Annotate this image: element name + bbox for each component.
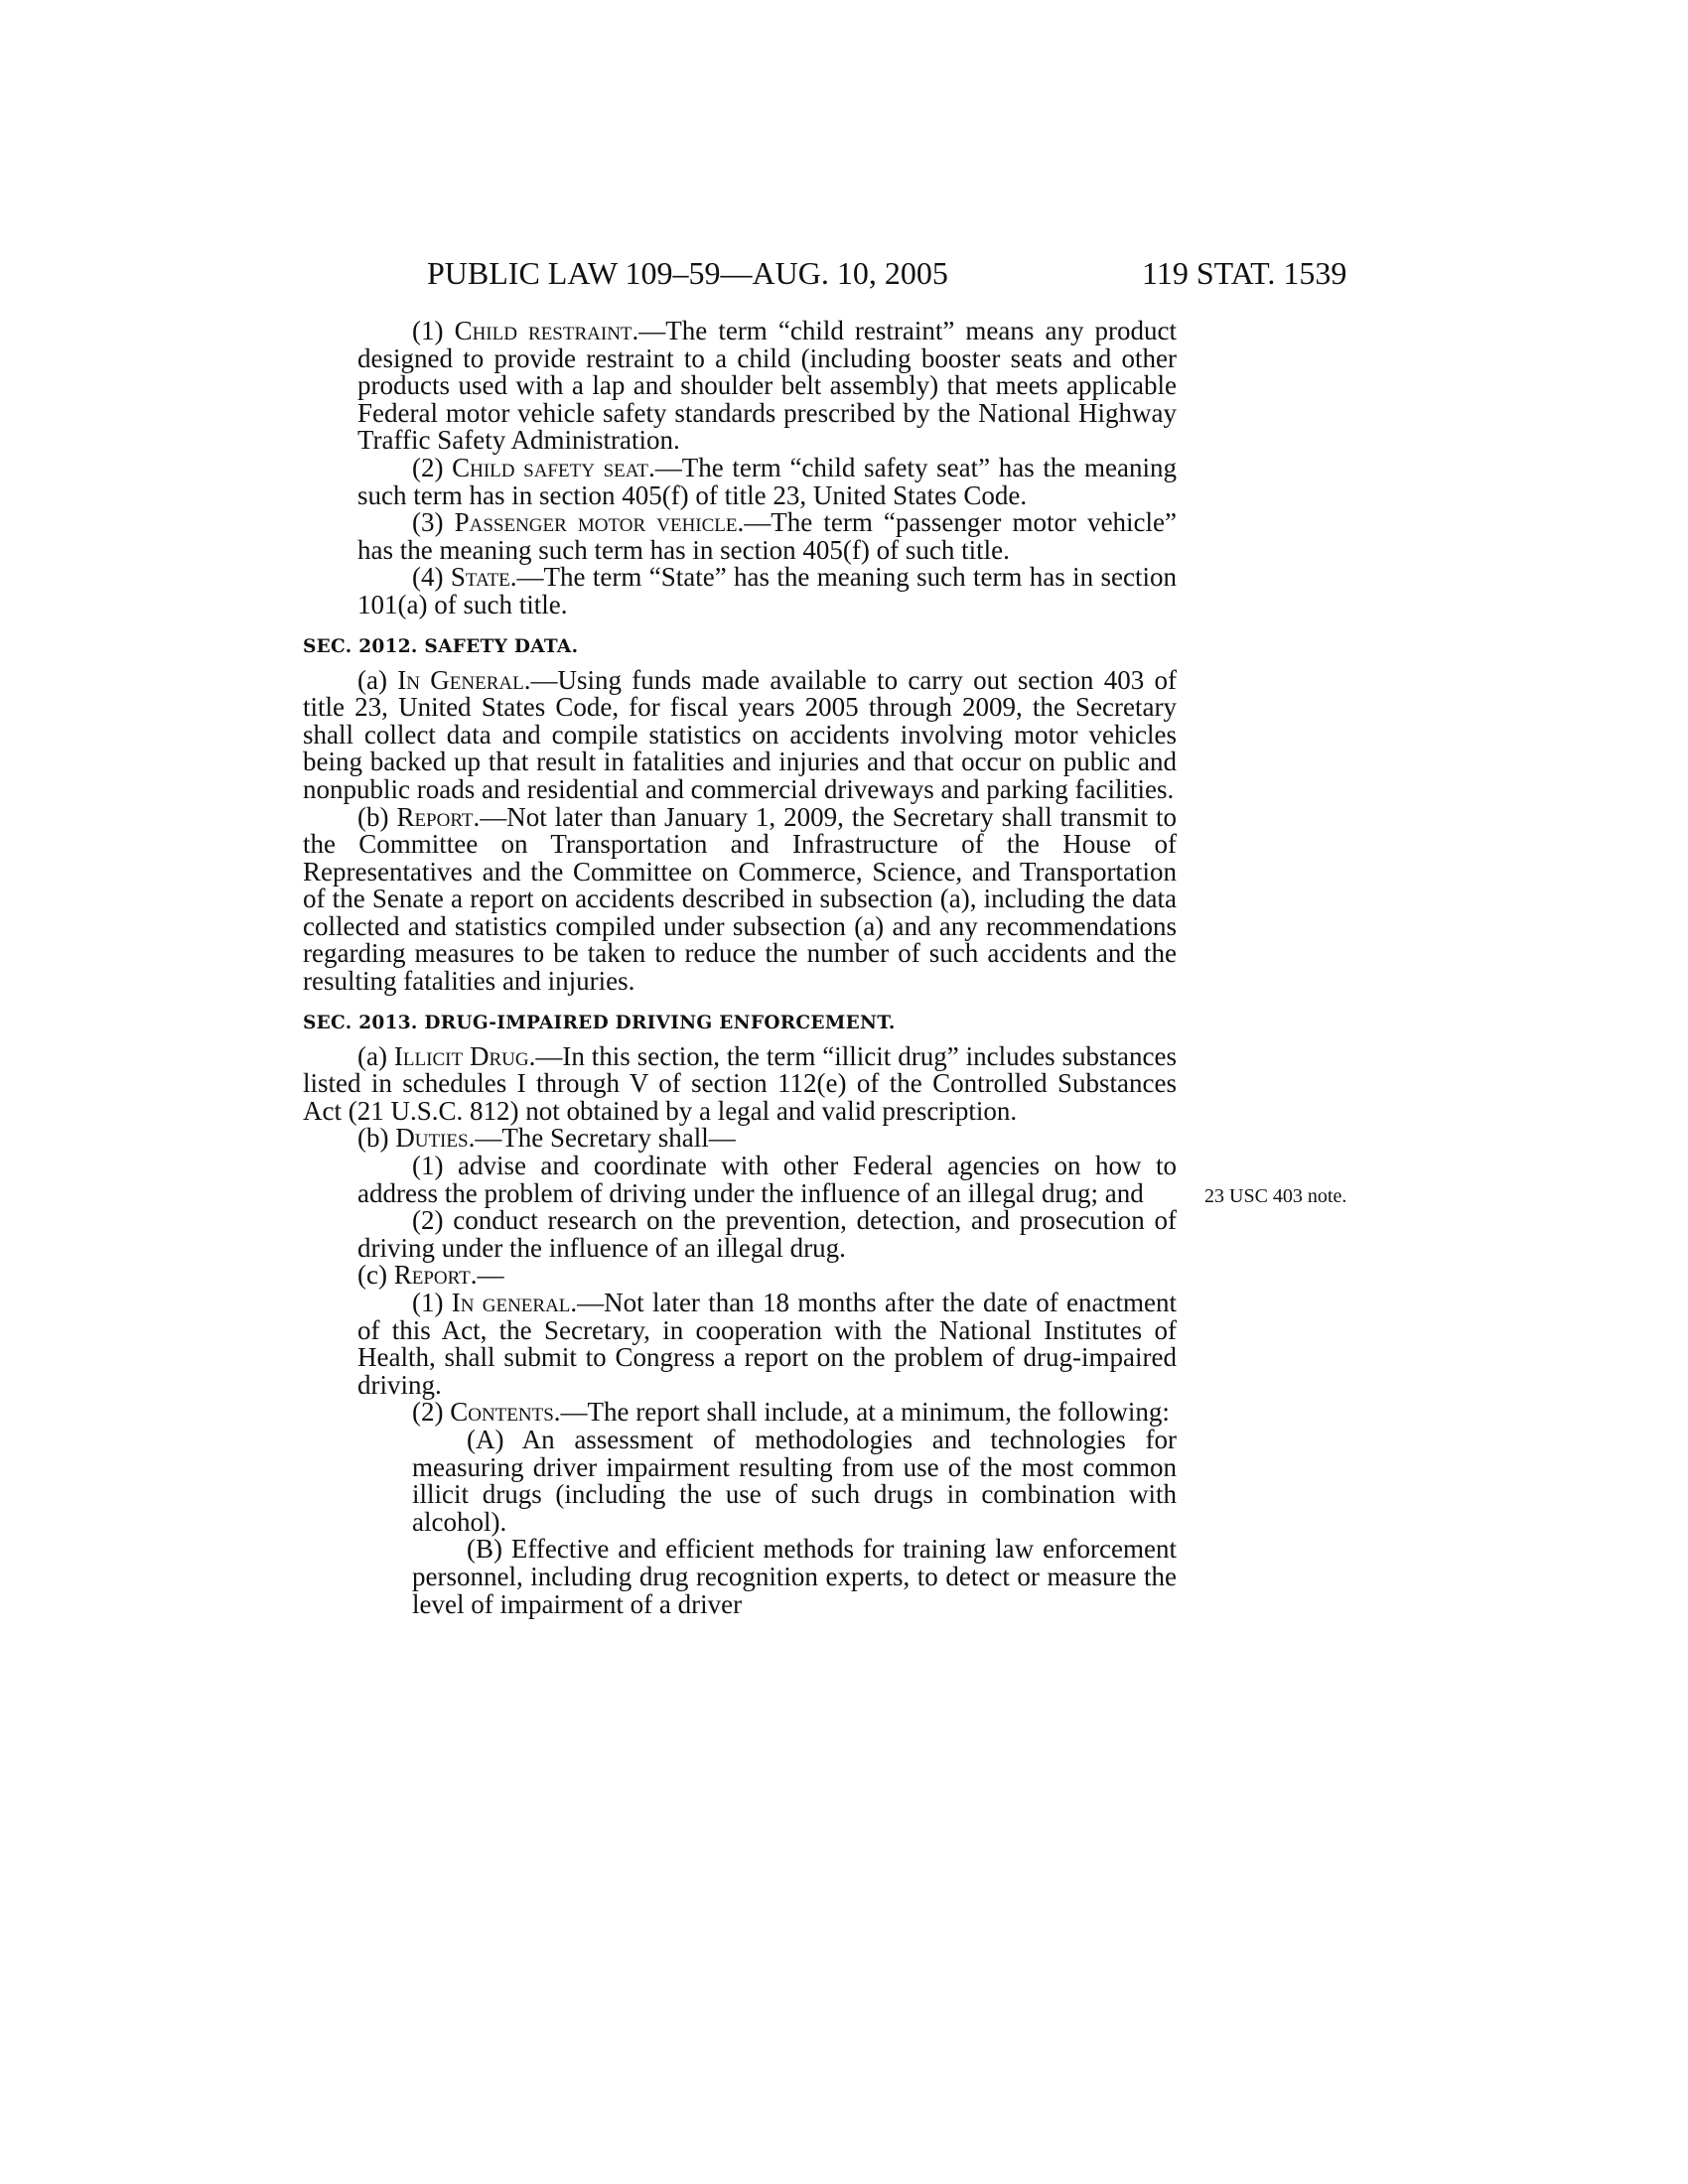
sec2013-subsection-b: (b) Duties.—The Secretary shall— — [357, 1123, 736, 1154]
paragraph-heading: Contents — [450, 1397, 554, 1428]
subsection-heading: Illicit Drug — [393, 1040, 529, 1071]
section-heading-2013: SEC. 2013. DRUG-IMPAIRED DRIVING ENFORCEMENT. — [303, 1012, 896, 1033]
sec2013-paragraph-c1: (1) In general.—Not later than 18 months after the date of enactment of this Act, the Secretary, in cooperation with the National Institutes of Health, shall submit to Congress a report on the problem of drug-impaired driving. — [357, 1288, 1177, 1400]
subsection-heading: Duties — [395, 1123, 469, 1154]
page-header — [0, 253, 1688, 293]
header-page-number: 119 STAT. 1539 — [1142, 255, 1347, 291]
subsection-heading: Report — [396, 801, 474, 832]
margin-note-citation: 23 USC 403 note. — [1204, 1185, 1347, 1207]
definition-state: (4) State.—The term “State” has the meaning such term has in section 101(a) of such title. — [357, 562, 1178, 619]
header-title: PUBLIC LAW 109–59—AUG. 10, 2005 — [427, 255, 948, 291]
paragraph-heading: In general — [451, 1288, 571, 1317]
definition-heading: Child restraint — [454, 316, 633, 345]
definition-child-restraint: (1) Child restraint.—The term “child restraint” means any product designed to provide restraint to a child (including booster seats and other products used with a lap and shoulder belt assembly) that meets applicable Federal motor vehicle safety standards prescribed by the National Highway Traffic Safety Administration. — [357, 316, 1178, 456]
sec2012-subsection-a: (a) In General.—Using funds made available to carry out section 403 of title 23, United States Code, for fiscal years 2005 through 2009, the Secretary shall collect data and compile statistics on accidents involving motor vehicles being backed up that result in fatalities and injuries and that occur on public and nonpublic roads and residential and commercial driveways and parking facilities. — [303, 664, 1177, 804]
section-heading-2012: SEC. 2012. SAFETY DATA. — [303, 635, 579, 657]
definition-heading: State — [450, 562, 510, 593]
sec2013-paragraph-b2: (2) conduct research on the prevention, detection, and prosecution of driving under the influence of an illegal drug. — [357, 1205, 1177, 1263]
sec2013-subsection-c: (c) Report.— — [357, 1260, 504, 1291]
sec2013-paragraph-b1: (1) advise and coordinate with other Federal agencies on how to address the problem of driving under the influence of an illegal drug; and — [357, 1151, 1178, 1208]
sec2013-subparagraph-c2a: (A) An assessment of methodologies and technologies for measuring driver impairment resulting from use of the most common illicit drugs (including the use of such drugs in combination with alcohol). — [412, 1424, 1177, 1537]
sec2013-paragraph-c2: (2) Contents.—The report shall include, at a minimum, the following: — [412, 1397, 1170, 1428]
definition-child-safety-seat: (2) Child safety seat.—The term “child safety seat” has the meaning such term has in section 405(f) of title 23, United States Code. — [357, 452, 1177, 510]
sec2012-subsection-b: (b) Report.—Not later than January 1, 2009, the Secretary shall transmit to the Committee on Transportation and Infrastructure of the House of Representatives and the Committee on Commerce, Science, and Transportation of the Senate a report on accidents described in subsection (a), including the data collected and statistics compiled under subsection (a) and any recommendations regarding measures to be taken to reduce the number of such accidents and the resulting fatalities and injuries. — [303, 801, 1177, 997]
subsection-heading: Report — [393, 1260, 471, 1291]
definition-heading: Child safety seat — [452, 452, 648, 482]
sec2013-subsection-a: (a) Illicit Drug.—In this section, the term “illicit drug” includes substances listed in schedules I through V of section 112(e) of the Controlled Substances Act (21 U.S.C. 812) not obtained by a legal and valid prescription. — [303, 1040, 1178, 1126]
document-body — [303, 318, 1177, 1618]
definition-passenger-motor-vehicle: (3) Passenger motor vehicle.—The term “passenger motor vehicle” has the meaning such term has in section 405(f) of such title. — [357, 507, 1178, 565]
sec2013-subparagraph-c2b: (B) Effective and efficient methods for training law enforcement personnel, including drug recognition experts, to detect or measure the level of impairment of a driver — [412, 1534, 1177, 1619]
definition-heading: Passenger motor vehicle — [454, 507, 738, 538]
subsection-heading: In General — [397, 664, 524, 695]
